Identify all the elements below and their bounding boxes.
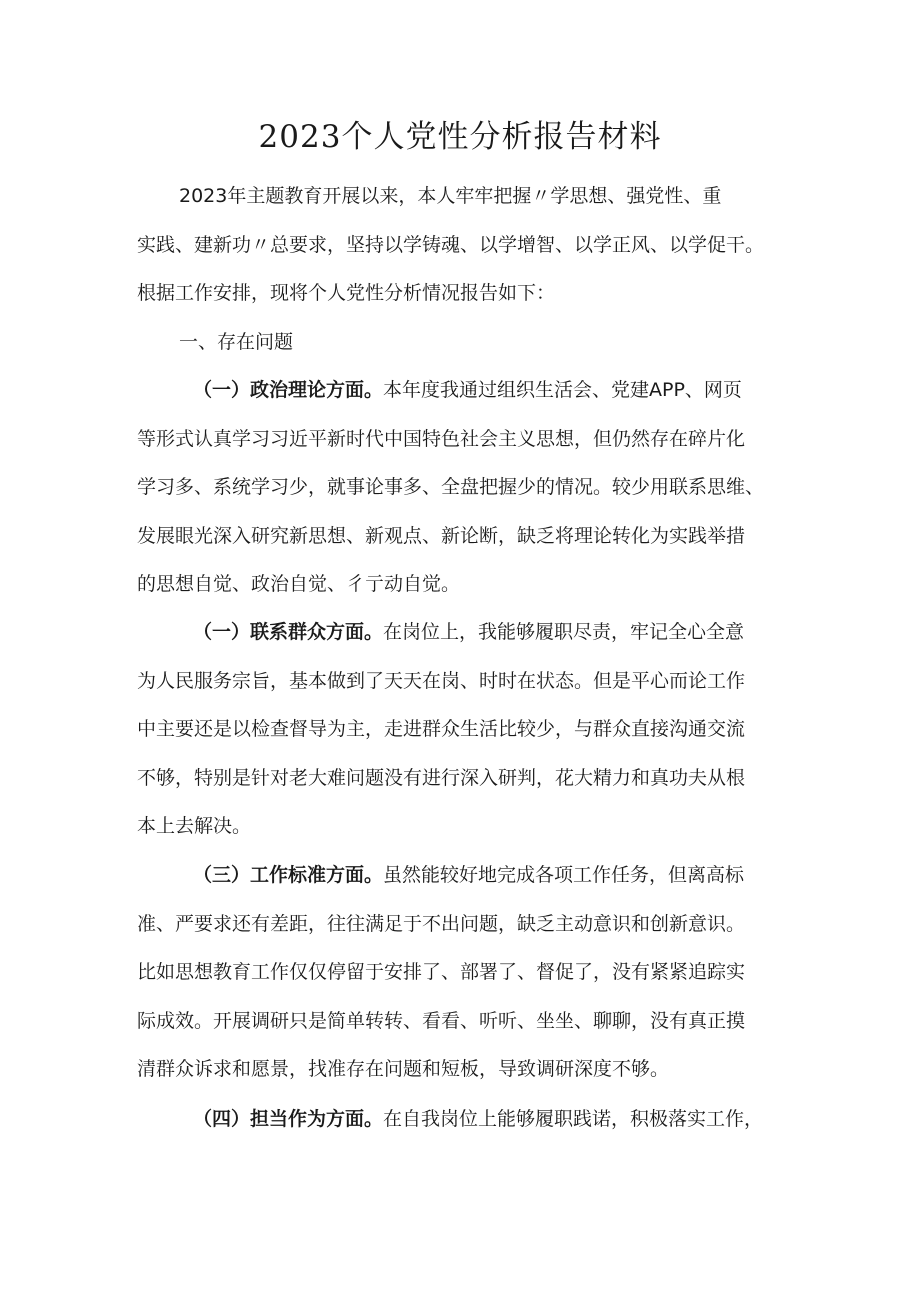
item-first-line [137, 608, 783, 657]
item-first-line-text: 在自我岗位上能够履职践诺，积极落实工作， [383, 1108, 764, 1130]
intro-line-3: 根据工作安排，现将个人党性分析情况报告如下： [137, 282, 556, 304]
item-label: （四）担当作为方面。 [193, 1108, 384, 1130]
item-first-line-text: 在岗位上，我能够履职尽责，牢记全心全意 [383, 621, 745, 643]
item-line: 本上去解决。 [137, 815, 252, 837]
item-work-standards [137, 851, 783, 1094]
document-title: 2023个人党性分析报告材料 [258, 119, 662, 155]
item-political-theory [137, 366, 783, 609]
item-line: 为人民服务宗旨，基本做到了天天在岗、时时在状态。但是平心而论工作 [137, 669, 746, 692]
item-line: 清群众诉求和愿景，找准存在问题和短板，导致调研深度不够。 [137, 1058, 670, 1080]
item-first-line-text: 本年度我通过组织生活会、党建APP、网页 [383, 379, 742, 401]
section-heading [137, 318, 783, 367]
item-line: 比如思想教育工作仅仅停留于安排了、部署了、督促了，没有紧紧追踪实 [137, 961, 746, 983]
item-contact-masses [137, 608, 783, 851]
item-label: （一）政治理论方面。 [193, 379, 384, 401]
item-line: 学习多、系统学习少，就事论事多、全盘把握少的情况。较少用联系思维、 [137, 476, 765, 498]
item-line: 际成效。开展调研只是简单转转、看看、听听、坐坐、聊聊，没有真正摸 [137, 1009, 746, 1032]
item-first-line-text: 虽然能较好地完成各项工作任务，但离高标 [383, 864, 745, 886]
item-line: 等形式认真学习习近平新时代中国特色社会主义思想，但仍然存在碎片化 [137, 427, 746, 450]
intro-paragraph [137, 172, 783, 318]
intro-line-1: 2023年主题教育开展以来，本人牢牢把握〃学思想、强党性、重 [179, 185, 722, 207]
intro-line-2: 实践、建新功〃总要求，坚持以学铸魂、以学增智、以学正风、以学促干。 [137, 233, 765, 256]
item-label: （三）工作标准方面。 [193, 864, 384, 886]
item-line: 中主要还是以检查督导为主，走进群众生活比较少，与群众直接沟通交流 [137, 718, 746, 740]
item-label: （一）联系群众方面。 [193, 621, 384, 643]
item-responsibility [137, 1095, 783, 1144]
item-line: 不够，特别是针对老大难问题没有进行深入研判，花大精力和真功夫从根 [137, 766, 746, 789]
item-first-line [137, 366, 783, 415]
item-line: 发展眼光深入研究新思想、新观点、新论断，缺乏将理论转化为实践举措 [137, 524, 746, 547]
item-first-line [137, 851, 783, 900]
item-line: 的思想自觉、政治自觉、彳亍动自觉。 [137, 573, 461, 595]
section-heading-text: 一、存在问题 [179, 331, 294, 353]
item-first-line [137, 1095, 783, 1144]
item-line: 准、严要求还有差距，往往满足于不出问题，缺乏主动意识和创新意识。 [137, 912, 746, 935]
